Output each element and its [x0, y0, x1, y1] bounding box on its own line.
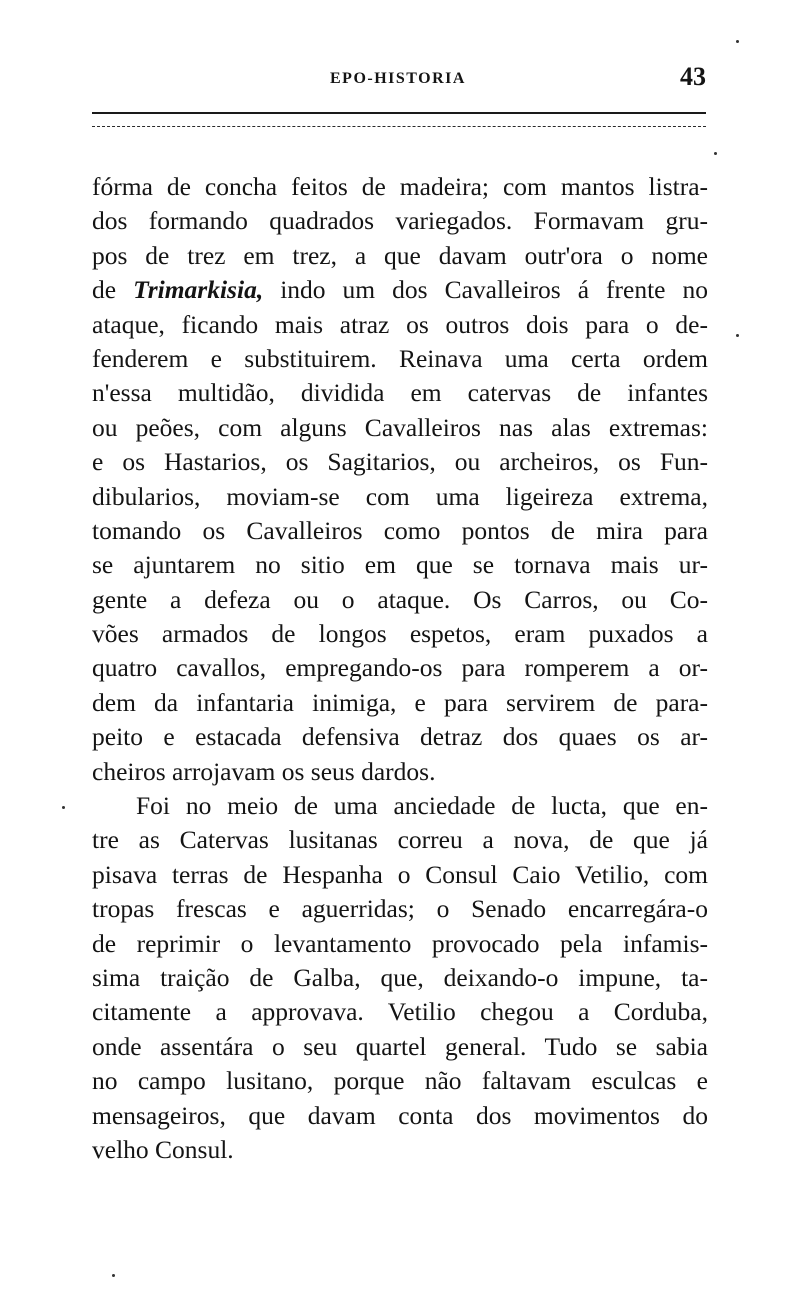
text-line: vões armados de longos espetos, eram puxados a [92, 619, 708, 649]
text-line: fenderem e substituirem. Reinava uma certa ordem [92, 343, 708, 373]
text-line: onde assentára o seu quartel general. Tudo se sabia [92, 1031, 708, 1061]
text-line: n'essa multidão, dividida em catervas de infantes [92, 378, 708, 408]
text-line: velho Consul. [92, 1134, 234, 1164]
text-line: no campo lusitano, porque não faltavam esculcas e [92, 1066, 708, 1096]
page-number: 43 [680, 62, 706, 91]
text-line: quatro cavallos, empregando-os para romperem a or- [92, 653, 708, 683]
text-line: se ajuntarem no sitio em que se tornava mais ur- [92, 550, 708, 580]
text-line: dibularios, moviam-se com uma ligeireza extrema, [92, 481, 708, 511]
text-line: mensageiros, que davam conta dos movimentos do [92, 1100, 708, 1130]
text-line: fórma de concha feitos de madeira; com mantos listra- [92, 172, 708, 201]
text-line: ataque, ficando mais atraz os outros dois para o de- [92, 309, 708, 339]
scan-speck [736, 40, 739, 43]
text-line: pisava terras de Hespanha o Consul Caio Vetilio, com [92, 859, 708, 889]
text-line: sima traição de Galba, que, deixando-o impune, ta- [92, 962, 708, 992]
scan-speck [112, 1274, 115, 1277]
text-line: e os Hastarios, os Sagitarios, ou archeiros, os Fun- [92, 447, 708, 477]
body-text [92, 170, 708, 1167]
text-line: ou peões, com alguns Cavalleiros nas alas extremas: [92, 412, 708, 442]
text-line: gente a defeza ou o ataque. Os Carros, ou Co- [92, 584, 708, 614]
text-line: dos formando quadrados variegados. Formavam gru- [92, 206, 708, 236]
italic-term: Trimarkisia, [133, 275, 264, 305]
text-line: citamente a approvava. Vetilio chegou a Corduba, [92, 997, 708, 1027]
text-fragment: de [92, 275, 134, 305]
text-line: cheiros arrojavam os seus dardos. [92, 756, 436, 786]
header-rule-bottom [92, 126, 706, 127]
text-line: Foi no meio de uma anciedade de lucta, que en- [136, 791, 708, 821]
text-line: tre as Catervas lusitanas correu a nova, de que já [92, 825, 708, 855]
scan-speck [62, 806, 65, 809]
scan-speck [736, 334, 739, 337]
text-fragment: indo um dos Cavalleiros á frente no [263, 275, 708, 305]
text-line: peito e estacada defensiva detraz dos quaes os ar- [92, 722, 708, 752]
text-line [92, 273, 708, 307]
text-line: tropas frescas e aguerridas; o Senado encarregára-o [92, 894, 708, 924]
text-line: dem da infantaria inimiga, e para servirem de para- [92, 687, 708, 717]
running-head: EPO-HISTORIA [330, 70, 466, 87]
text-line: tomando os Cavalleiros como pontos de mira para [92, 515, 708, 545]
scan-speck [714, 152, 717, 155]
text-line: de reprimir o levantamento provocado pela infamis- [92, 928, 708, 958]
header-rule-top [92, 112, 706, 114]
text-line: pos de trez em trez, a que davam outr'ora o nome [92, 240, 708, 270]
